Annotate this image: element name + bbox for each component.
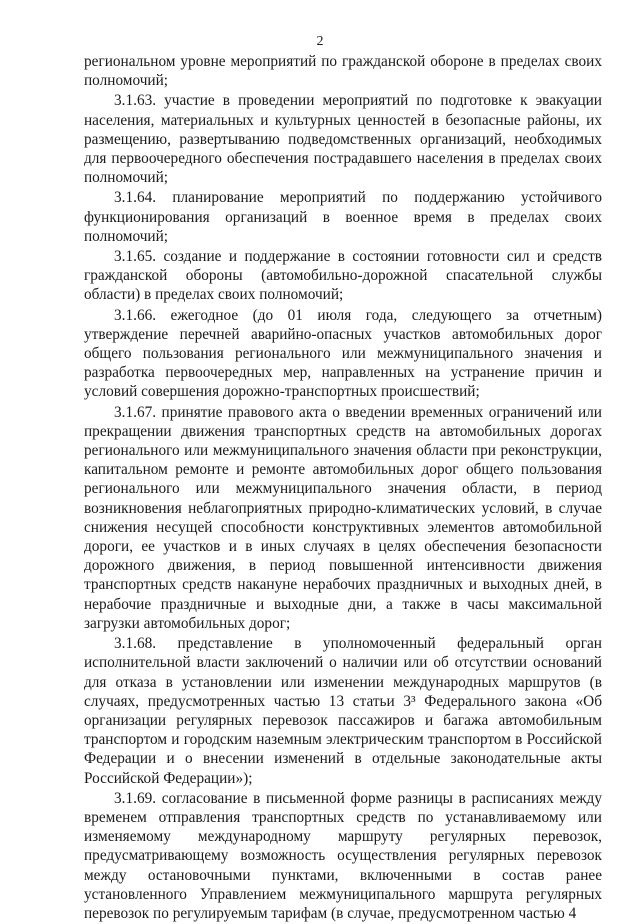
document-body	[84, 52, 602, 924]
paragraph-continuation: региональном уровне мероприятий по гражданской обороне в пределах своих полномочий;	[84, 53, 602, 90]
paragraph-3-1-64: 3.1.64. планирование мероприятий по поддержанию устойчивого функционирования организаций в военное время в пределах своих полномочий;	[84, 189, 602, 245]
paragraph-3-1-69: 3.1.69. согласование в письменной форме разницы в расписаниях между временем отправления транспортных средств по устанавливаемому или изменяемому международному маршруту регулярных перевозок, предусматривающему возможность осуществления регулярных перевозок между остановочными пунктами, включенными в состав ранее установленного Управлением межмуниципального маршрута регулярных перевозок по регулируемым тарифам (в случае, предусмотренном частью 4	[84, 789, 602, 922]
paragraph-3-1-67: 3.1.67. принятие правового акта о введении временных ограничений или прекращении движения транспортных средств на автомобильных дорогах регионального или межмуниципального значения области при реконструкции, капитальном ремонте и ремонте автомобильных дорог общего пользования регионального или межмуниципального значения области, в период возникновения неблагоприятных природно-климатических условий, в случае снижения несущей способности конструктивных элементов автомобильной дороги, ее участков и в иных случаях в целях обеспечения безопасности дорожного движения, в период повышенной интенсивности движения транспортных средств накануне нерабочих праздничных и выходных дней, в нерабочие праздничные и выходные дни, а также в часы максимальной загрузки автомобильных дорог;	[84, 403, 602, 632]
paragraph-3-1-66: 3.1.66. ежегодное (до 01 июля года, следующего за отчетным) утверждение перечней аварийно-опасных участков автомобильных дорог общего пользования регионального или межмуниципального значения и разработка первоочередных мер, направленных на устранение причин и условий совершения дорожно-транспортных происшествий;	[84, 306, 602, 401]
paragraph-3-1-65: 3.1.65. создание и поддержание в состоянии готовности сил и средств гражданской обороны (автомобильно-дорожной спасательной службы области) в пределах своих полномочий;	[84, 248, 602, 304]
page-number: 2	[316, 34, 324, 49]
paragraph-3-1-63: 3.1.63. участие в проведении мероприятий по подготовке к эвакуации населения, материальных и культурных ценностей в безопасные районы, их размещению, развертыванию подведомственных организаций, необходимых для первоочередного обеспечения пострадавшего населения в пределах своих полномочий;	[84, 92, 602, 187]
paragraph-3-1-68: 3.1.68. представление в уполномоченный федеральный орган исполнительной власти заключений о наличии или об отсутствии оснований для отказа в установлении или изменении международных маршрутов (в случаях, предусмотренных частью 13 статьи 3³ Федерального закона «Об организации регулярных перевозок пассажиров и багажа автомобильным транспортом и городским наземным электрическим транспортом в Российской Федерации и о внесении изменений в отдельные законодательные акты Российской Федерации»);	[84, 635, 602, 787]
